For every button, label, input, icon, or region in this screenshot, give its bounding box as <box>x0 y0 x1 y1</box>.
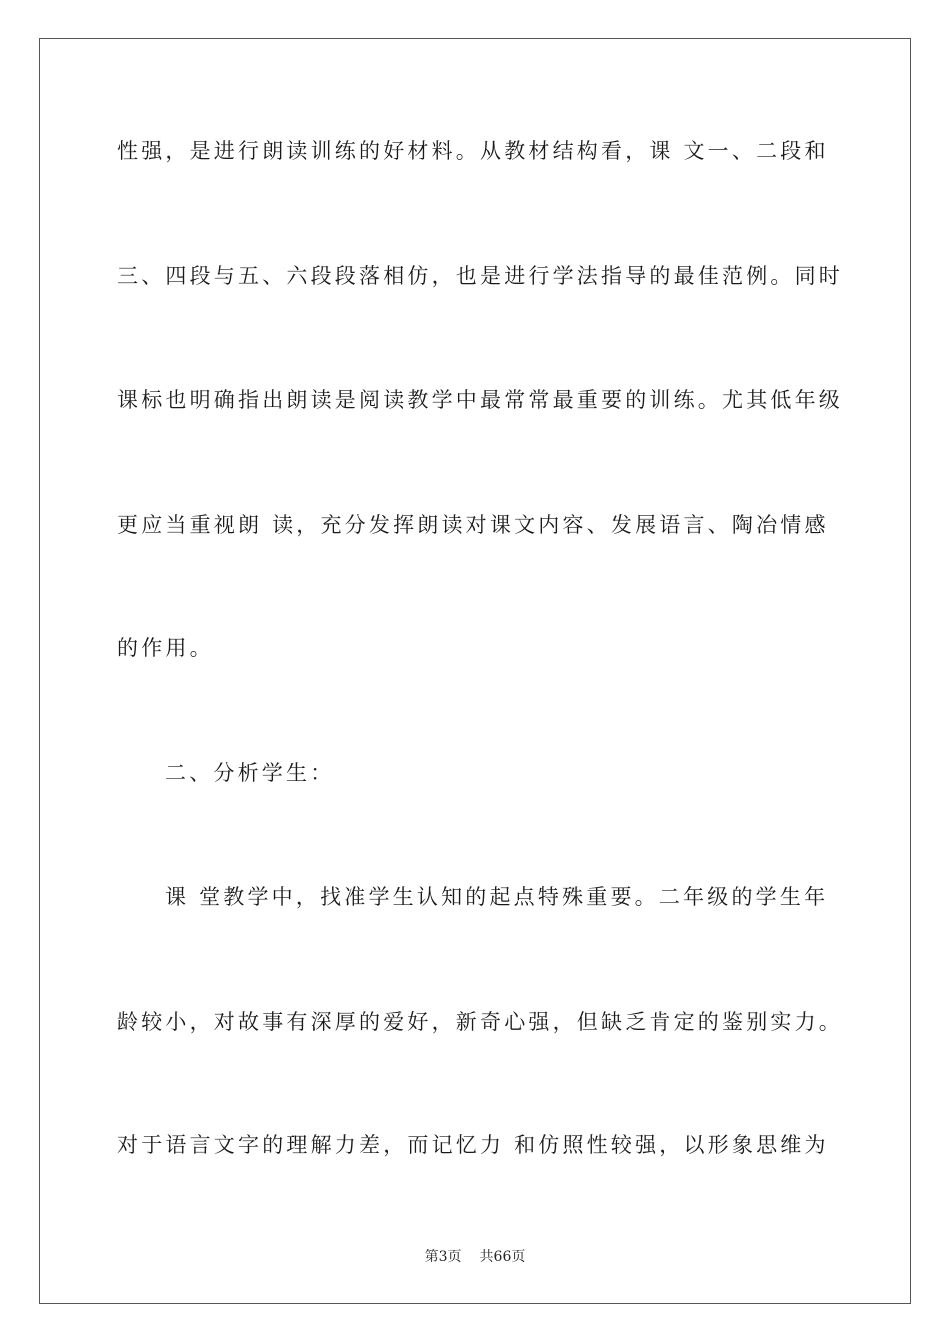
page-border <box>39 38 911 1304</box>
page-total: 共66页 <box>479 1249 526 1265</box>
body-text-line: 课标也明确指出朗读是阅读教学中最常常最重要的训练。尤其低年级 <box>117 388 843 412</box>
body-text-line: 课 堂教学中，找准学生认知的起点特殊重要。二年级的学生年 <box>165 885 829 909</box>
body-text-line: 对于语言文字的理解力差，而记忆力 和仿照性较强，以形象思维为 <box>117 1133 829 1157</box>
body-text-line: 性强，是进行朗读训练的好材料。从教材结构看，课 文一、二段和 <box>117 139 829 163</box>
body-text-line: 更应当重视朗 读，充分发挥朗读对课文内容、发展语言、陶冶情感 <box>117 513 829 537</box>
page-footer <box>0 1248 950 1266</box>
body-text-line: 三、四段与五、六段段落相仿，也是进行学法指导的最佳范例。同时 <box>117 264 843 288</box>
body-text-line: 龄较小，对故事有深厚的爱好，新奇心强，但缺乏肯定的鉴别实力。 <box>117 1010 843 1034</box>
body-text-line: 的作用。 <box>117 636 214 660</box>
section-heading: 二、分析学生： <box>165 761 335 785</box>
page-number: 第3页 <box>424 1249 462 1265</box>
